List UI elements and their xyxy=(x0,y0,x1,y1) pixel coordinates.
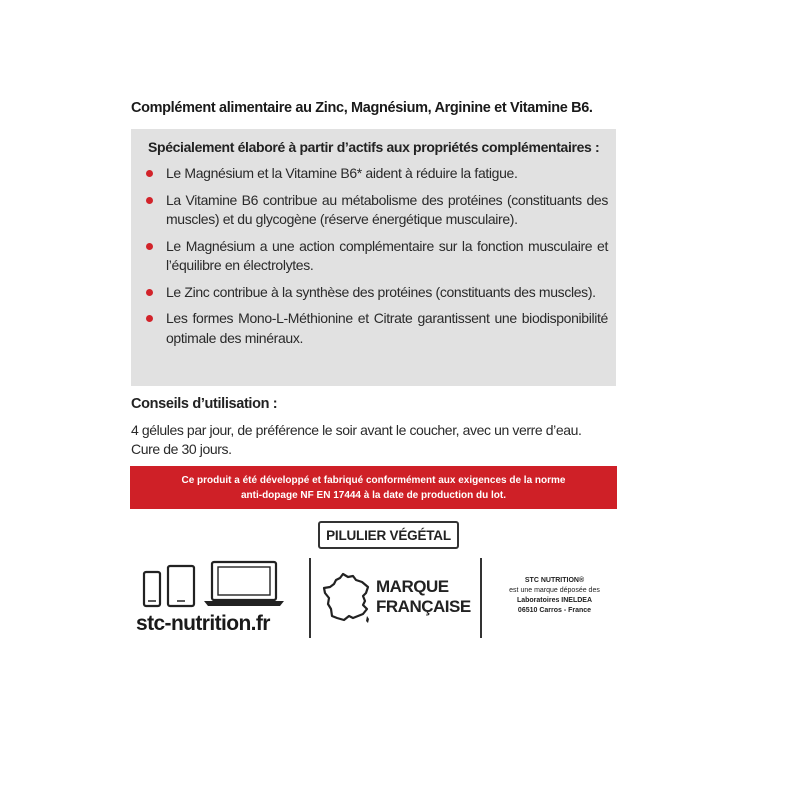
banner-line: anti-dopage NF EN 17444 à la date de production du lot. xyxy=(240,489,507,501)
website-link[interactable]: stc-nutrition.fr xyxy=(136,612,270,635)
bullet-icon xyxy=(146,315,153,322)
company-info xyxy=(492,576,617,616)
list-item xyxy=(143,191,608,230)
actifs-box xyxy=(131,129,616,386)
list-item-text: La Vitamine B6 contribue au métabolisme des protéines (constituants des muscles) et du glycogène (réserve énergétique musculaire). xyxy=(166,191,608,227)
list-item xyxy=(143,237,608,276)
list-item xyxy=(143,164,608,184)
marque-line: FRANÇAISE xyxy=(376,597,471,616)
marque-francaise xyxy=(376,577,471,617)
company-address: 06510 Carros - France xyxy=(517,607,592,614)
company-brand: STC NUTRITION® xyxy=(524,577,585,584)
devices-icon xyxy=(142,560,287,608)
company-note: est une marque déposée des xyxy=(509,587,600,594)
france-map-icon xyxy=(322,572,372,624)
antidopage-banner xyxy=(130,466,617,509)
actifs-heading: Spécialement élaboré à partir d’actifs aux propriétés complémentaires : xyxy=(148,139,600,155)
bullet-icon xyxy=(146,170,153,177)
list-item xyxy=(143,309,608,348)
list-item-text: Le Magnésium et la Vitamine B6* aident à réduire la fatigue. xyxy=(166,165,518,181)
bullet-icon xyxy=(146,289,153,296)
bullet-icon xyxy=(146,197,153,204)
marque-line: MARQUE xyxy=(376,577,449,596)
banner-line: Ce produit a été développé et fabriqué conformément aux exigences de la norme xyxy=(181,474,566,486)
list-item-text: Le Zinc contribue à la synthèse des protéines (constituants des muscles). xyxy=(166,283,596,300)
product-title: Complément alimentaire au Zinc, Magnésium, Arginine et Vitamine B6. xyxy=(131,100,593,116)
conseils-text xyxy=(131,421,621,459)
divider xyxy=(309,558,311,638)
company-lab: Laboratoires INELDEA xyxy=(516,597,593,604)
list-item xyxy=(143,283,608,303)
conseils-title: Conseils d’utilisation : xyxy=(131,396,278,412)
pilulier-badge: PILULIER VÉGÉTAL xyxy=(318,521,459,549)
bullet-icon xyxy=(146,243,153,250)
conseils-duration: Cure de 30 jours. xyxy=(131,441,232,457)
list-item-text: Le Magnésium a une action complémentaire sur la fonction musculaire et l’équilibre en électrolytes. xyxy=(166,237,608,273)
actifs-list xyxy=(143,164,608,355)
conseils-dosage: 4 gélules par jour, de préférence le soir avant le coucher, avec un verre d’eau. xyxy=(131,422,582,438)
list-item-text: Les formes Mono-L-Méthionine et Citrate garantissent une biodisponibilité optimale des minéraux. xyxy=(166,310,608,346)
divider xyxy=(480,558,482,638)
